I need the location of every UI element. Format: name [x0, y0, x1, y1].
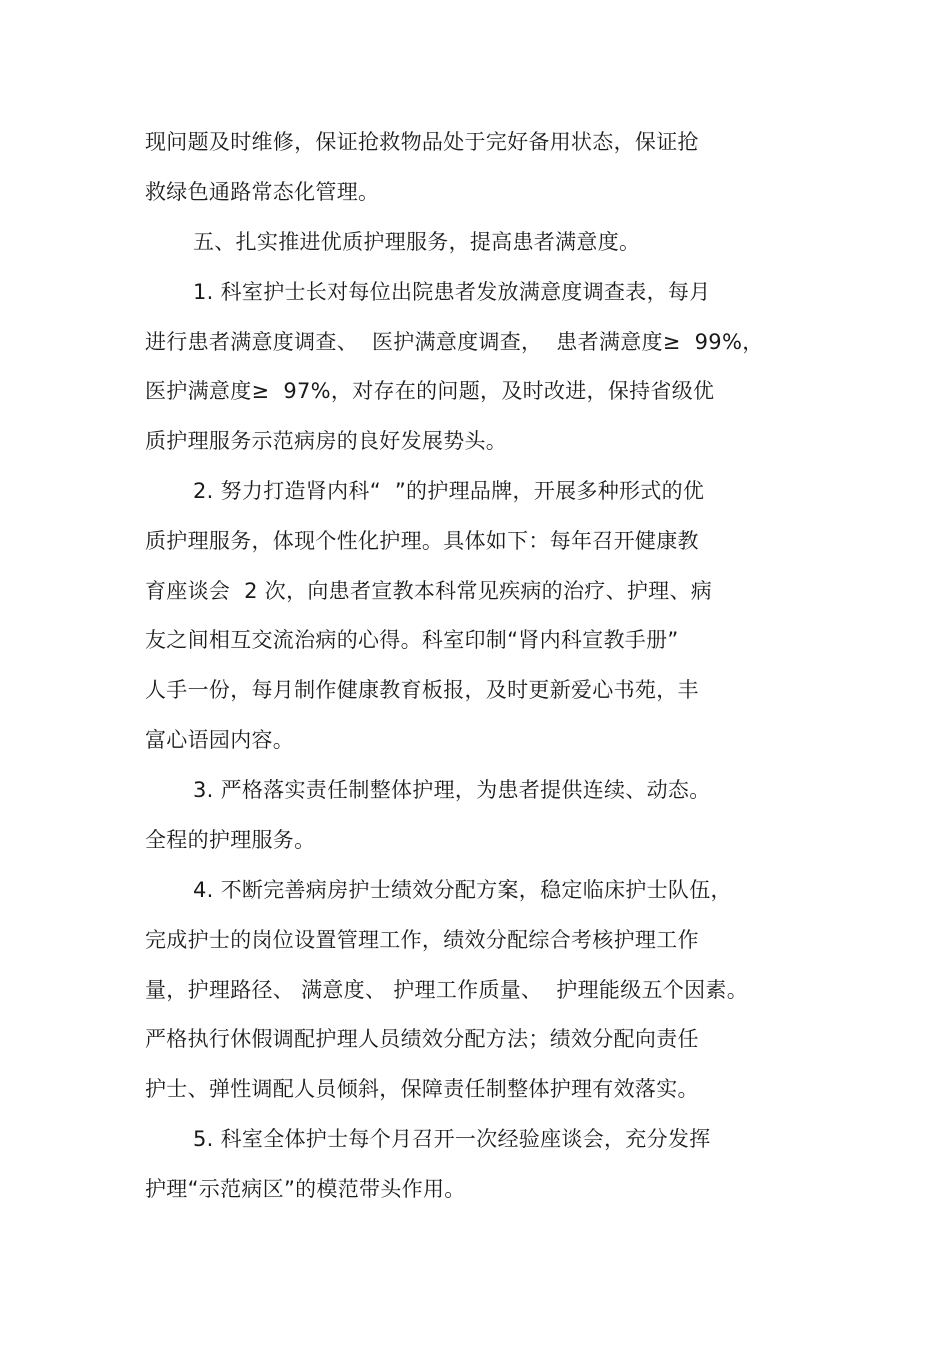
text-line: 严格执行休假调配护理人员绩效分配方法；绩效分配向责任 [145, 1027, 699, 1051]
text-line: 现问题及时维修，保证抢救物品处于完好备用状态，保证抢 [145, 130, 699, 154]
text-line: 医护满意度≥ 97%，对存在的问题，及时改进，保持省级优 [145, 379, 715, 403]
list-item-3-line: 3. 严格落实责任制整体护理，为患者提供连续、动态。 [193, 778, 711, 802]
text-line: 质护理服务示范病房的良好发展势头。 [145, 429, 508, 453]
text-line: 护士、弹性调配人员倾斜，保障责任制整体护理有效落实。 [145, 1077, 699, 1101]
text-line: 完成护士的岗位设置管理工作，绩效分配综合考核护理工作 [145, 928, 699, 952]
text-line: 人手一份，每月制作健康教育板报，及时更新爱心书苑，丰 [145, 678, 699, 702]
list-item-1-line: 1. 科室护士长对每位出院患者发放满意度调查表，每月 [193, 280, 711, 304]
text-line: 救绿色通路常态化管理。 [145, 180, 380, 204]
section-heading: 五、扎实推进优质护理服务，提高患者满意度。 [193, 230, 641, 254]
text-line: 育座谈会 2 次，向患者宣教本科常见疾病的治疗、护理、病 [145, 579, 713, 603]
text-line: 质护理服务，体现个性化护理。具体如下：每年召开健康教 [145, 529, 699, 553]
list-item-4-line: 4. 不断完善病房护士绩效分配方案，稳定临床护士队伍， [193, 878, 732, 902]
text-line: 进行患者满意度调查、 医护满意度调查， 患者满意度≥ 99%， [145, 330, 764, 354]
text-line: 护理“示范病区”的模范带头作用。 [145, 1177, 466, 1201]
text-line: 量，护理路径、 满意度、 护理工作质量、 护理能级五个因素。 [145, 978, 748, 1002]
list-item-5-line: 5. 科室全体护士每个月召开一次经验座谈会，充分发挥 [193, 1127, 711, 1151]
text-line: 全程的护理服务。 [145, 828, 316, 852]
text-line: 富心语园内容。 [145, 728, 295, 752]
list-item-2-line: 2. 努力打造肾内科“ ”的护理品牌，开展多种形式的优 [193, 479, 705, 503]
text-line: 友之间相互交流治病的心得。科室印制“肾内科宣教手册” [145, 628, 679, 652]
